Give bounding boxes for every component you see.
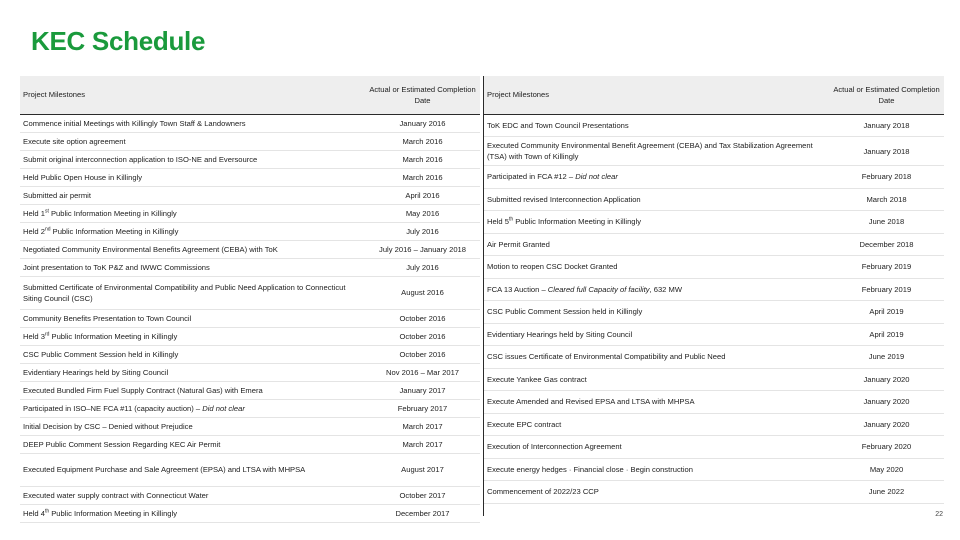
milestone-cell (20, 132, 364, 150)
date-cell: February 2018 (828, 166, 944, 189)
milestone-text: CSC issues Certificate of Environmental Compatibility and Public Need (487, 352, 726, 362)
date-cell: October 2016 (364, 309, 480, 327)
date-cell: August 2017 (364, 453, 480, 486)
date-cell: March 2016 (364, 168, 480, 186)
milestone-text: Execute energy hedges · Financial close · Begin construction (487, 464, 693, 474)
table-row (484, 458, 944, 481)
milestone-text: Execute EPC contract (487, 419, 562, 429)
header-milestones: Project Milestones (484, 76, 828, 114)
date-cell: January 2020 (828, 391, 944, 414)
table-row (20, 345, 480, 363)
table-row (484, 233, 944, 256)
table-row (20, 276, 480, 309)
milestone-cell (20, 309, 364, 327)
milestone-cell (20, 150, 364, 168)
table-row (20, 504, 480, 522)
right-milestones-table (484, 76, 944, 504)
milestone-text: Participated in FCA #12 – (487, 172, 576, 182)
date-cell: January 2020 (828, 368, 944, 391)
milestone-text: Joint presentation to ToK P&Z and IWWC Commissions (23, 262, 210, 272)
milestone-text: ToK EDC and Town Council Presentations (487, 120, 629, 130)
milestone-text: Submit original interconnection application to ISO-NE and Eversource (23, 154, 258, 164)
table-row (484, 278, 944, 301)
milestone-cell (20, 399, 364, 417)
milestone-text: Public Information Meeting in Killingly (48, 208, 177, 218)
milestone-cell (484, 323, 828, 346)
date-cell: June 2022 (828, 481, 944, 504)
milestone-text: Did not clear (575, 172, 618, 182)
date-cell: March 2017 (364, 435, 480, 453)
date-cell: July 2016 (364, 222, 480, 240)
table-row (20, 486, 480, 504)
table-row (484, 436, 944, 459)
date-cell: April 2016 (364, 186, 480, 204)
milestone-text: Execution of Interconnection Agreement (487, 442, 622, 452)
table-row (20, 363, 480, 381)
milestone-cell (484, 188, 828, 211)
date-cell: February 2017 (364, 399, 480, 417)
date-cell: July 2016 – January 2018 (364, 240, 480, 258)
milestone-cell (484, 233, 828, 256)
date-cell: April 2019 (828, 323, 944, 346)
table-row (20, 132, 480, 150)
milestone-text: Executed Community Environmental Benefit Agreement (CEBA) and Tax Stabilization Agreement (TSA) with Town of Killingly (487, 141, 813, 161)
milestone-text: rd (44, 330, 50, 337)
date-cell: October 2017 (364, 486, 480, 504)
milestone-text: Execute Amended and Revised EPSA and LTSA with MHPSA (487, 397, 695, 407)
table-row (484, 166, 944, 189)
table-row (20, 114, 480, 132)
milestone-text: Execute site option agreement (23, 136, 126, 146)
milestone-cell (484, 301, 828, 324)
milestone-cell (484, 391, 828, 414)
milestone-text: Air Permit Granted (487, 239, 550, 249)
date-cell: May 2016 (364, 204, 480, 222)
milestone-cell (20, 381, 364, 399)
date-cell: January 2016 (364, 114, 480, 132)
milestone-cell (20, 504, 364, 522)
date-cell: October 2016 (364, 327, 480, 345)
date-cell: June 2019 (828, 346, 944, 369)
table-row (484, 323, 944, 346)
table-row (20, 381, 480, 399)
date-cell: Nov 2016 – Mar 2017 (364, 363, 480, 381)
date-cell: June 2018 (828, 211, 944, 234)
milestone-cell (484, 413, 828, 436)
milestone-text: Held 1 (23, 208, 45, 218)
milestone-text: CSC Public Comment Session held in Killingly (23, 349, 179, 359)
date-cell: January 2018 (828, 137, 944, 166)
milestone-cell (484, 256, 828, 279)
milestone-text: Submitted air permit (23, 190, 91, 200)
milestone-text: Public Information Meeting in Killingly (513, 217, 642, 227)
milestone-cell (484, 211, 828, 234)
milestone-cell (20, 240, 364, 258)
milestone-text: Participated in ISO–NE FCA #11 (capacity auction) – (23, 403, 203, 413)
milestone-cell (484, 278, 828, 301)
milestone-cell (20, 327, 364, 345)
header-date: Actual or Estimated Completion Date (364, 76, 480, 114)
date-cell: February 2019 (828, 278, 944, 301)
milestone-text: Executed water supply contract with Connecticut Water (23, 490, 209, 500)
milestone-text: Evidentiary Hearings held by Siting Council (487, 329, 633, 339)
table-row (484, 368, 944, 391)
milestone-text: Held 3 (23, 331, 45, 341)
table-row (484, 301, 944, 324)
date-cell: March 2017 (364, 417, 480, 435)
milestone-cell (20, 168, 364, 186)
date-cell: March 2016 (364, 150, 480, 168)
table-row (484, 391, 944, 414)
date-cell: December 2017 (364, 504, 480, 522)
milestone-cell (20, 435, 364, 453)
milestone-cell (20, 204, 364, 222)
milestone-text: th (44, 507, 50, 514)
milestone-text: Commence initial Meetings with Killingly Town Staff & Landowners (23, 118, 246, 128)
milestone-cell (484, 346, 828, 369)
table-row (20, 240, 480, 258)
milestone-cell (20, 222, 364, 240)
table-row (20, 417, 480, 435)
milestone-text: Evidentiary Hearings held by Siting Council (23, 367, 169, 377)
table-row (484, 346, 944, 369)
table-row (20, 168, 480, 186)
date-cell: January 2018 (828, 114, 944, 137)
table-row (484, 137, 944, 166)
milestone-text: Initial Decision by CSC – Denied without Prejudice (23, 421, 193, 431)
milestone-cell (20, 186, 364, 204)
page-title: KEC Schedule (31, 26, 206, 56)
table-row (484, 211, 944, 234)
table-row (20, 150, 480, 168)
milestone-text: Held 5 (487, 217, 509, 227)
milestone-text: Cleared full Capacity of facility (547, 284, 650, 294)
date-cell: March 2016 (364, 132, 480, 150)
table-row (484, 188, 944, 211)
header-date: Actual or Estimated Completion Date (828, 76, 944, 114)
date-cell: March 2018 (828, 188, 944, 211)
milestone-text: Held 2 (23, 226, 45, 236)
milestone-text: Submitted revised Interconnection Application (487, 194, 641, 204)
left-milestones-table (20, 76, 480, 523)
table-row (20, 186, 480, 204)
milestone-text: Community Benefits Presentation to Town Council (23, 313, 192, 323)
milestone-text: Public Information Meeting in Killingly (49, 331, 178, 341)
table-row (20, 204, 480, 222)
milestone-text: st (44, 207, 49, 214)
milestone-text: Negotiated Community Environmental Benefits Agreement (CEBA) with ToK (23, 244, 278, 254)
table-row (20, 327, 480, 345)
table-row (20, 453, 480, 486)
header-milestones: Project Milestones (20, 76, 364, 114)
milestone-cell (20, 453, 364, 486)
milestone-text: Execute Yankee Gas contract (487, 374, 587, 384)
table-header (484, 76, 944, 114)
milestone-text: Submitted Certificate of Environmental Compatibility and Public Need Application to Connecticut Siting Council (CSC) (23, 282, 346, 303)
milestone-cell (20, 276, 364, 309)
date-cell: January 2020 (828, 413, 944, 436)
date-cell: February 2019 (828, 256, 944, 279)
milestone-text: Did not clear (202, 403, 245, 413)
table-row (484, 413, 944, 436)
date-cell: October 2016 (364, 345, 480, 363)
milestone-text: Public Information Meeting in Killingly (49, 508, 178, 518)
table-header (20, 76, 480, 114)
date-cell: August 2016 (364, 276, 480, 309)
milestone-cell (484, 458, 828, 481)
milestone-text: Held Public Open House in Killingly (23, 172, 143, 182)
date-cell: December 2018 (828, 233, 944, 256)
milestone-cell (20, 114, 364, 132)
date-cell: May 2020 (828, 458, 944, 481)
date-cell: April 2019 (828, 301, 944, 324)
table-row (20, 435, 480, 453)
table-row (484, 256, 944, 279)
milestone-cell (484, 436, 828, 459)
milestone-cell (20, 345, 364, 363)
milestone-text: Commencement of 2022/23 CCP (487, 487, 599, 497)
table-row (484, 481, 944, 504)
milestone-text: Motion to reopen CSC Docket Granted (487, 262, 618, 272)
milestone-cell (484, 481, 828, 504)
milestone-text: Executed Equipment Purchase and Sale Agreement (EPSA) and LTSA with MHPSA (23, 465, 306, 474)
milestone-cell (20, 486, 364, 504)
milestone-cell (20, 417, 364, 435)
milestone-cell (20, 363, 364, 381)
date-cell: January 2017 (364, 381, 480, 399)
milestone-text: Held 4 (23, 508, 45, 518)
milestone-text: FCA 13 Auction – (487, 284, 548, 294)
date-cell: July 2016 (364, 258, 480, 276)
table-row (20, 258, 480, 276)
table-row (20, 399, 480, 417)
page-number: 22 (935, 511, 943, 518)
milestone-text: CSC Public Comment Session held in Killingly (487, 307, 643, 317)
milestone-text: , 632 MW (649, 284, 683, 294)
table-row (484, 114, 944, 137)
table-row (20, 309, 480, 327)
date-cell: February 2020 (828, 436, 944, 459)
milestone-text: Executed Bundled Firm Fuel Supply Contract (Natural Gas) with Emera (23, 385, 263, 395)
milestone-cell (20, 258, 364, 276)
milestone-cell (484, 114, 828, 137)
table-row (20, 222, 480, 240)
milestone-cell (484, 137, 828, 166)
milestone-cell (484, 368, 828, 391)
milestone-text: DEEP Public Comment Session Regarding KEC Air Permit (23, 439, 221, 449)
milestone-text: nd (44, 225, 51, 232)
milestone-text: Public Information Meeting in Killingly (50, 226, 179, 236)
milestone-cell (484, 166, 828, 189)
milestone-text: th (508, 216, 514, 223)
